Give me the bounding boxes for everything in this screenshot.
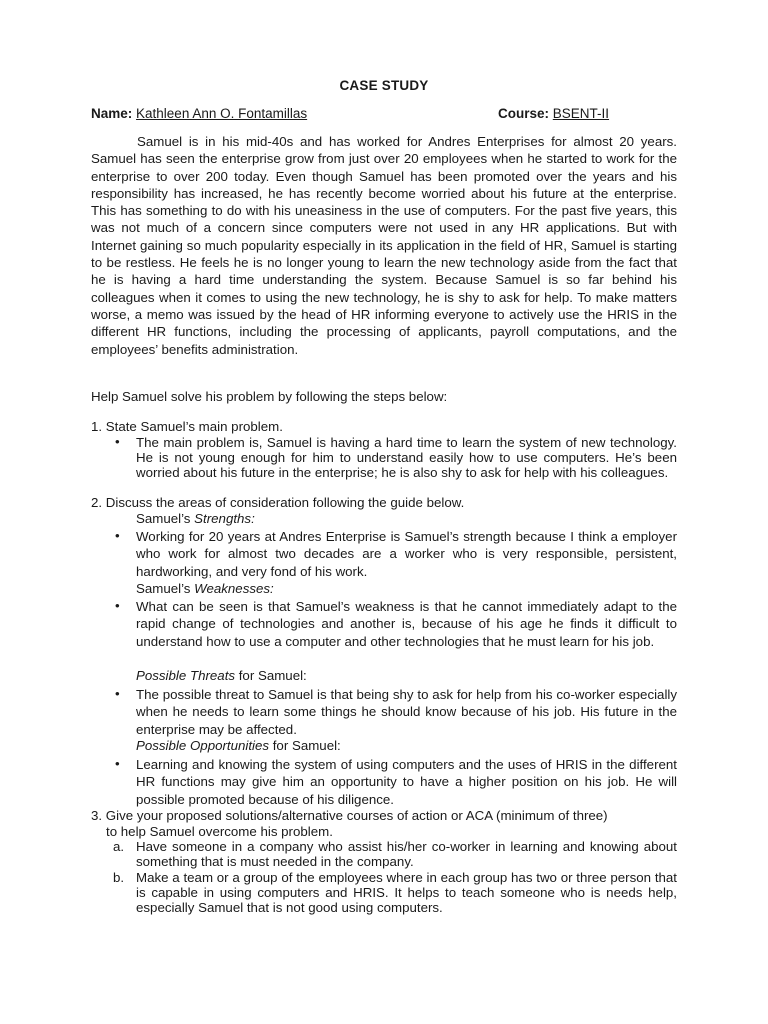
step-3-heading-line2: to help Samuel overcome his problem.	[106, 824, 333, 839]
strengths-text: Working for 20 years at Andres Enterprise is Samuel’s strength because I think a employer who work for almost two decades are a worker who is very responsible, persistent, hardworking, and very fond of his work.	[136, 529, 677, 579]
step-3-heading-line1: 3. Give your proposed solutions/alternative courses of action or ACA (minimum of three)	[91, 808, 608, 823]
course-value: BSENT-II	[552, 106, 610, 121]
name-value: Kathleen Ann O. Fontamillas	[136, 106, 308, 121]
strengths-heading: Strengths:	[194, 511, 255, 526]
threats-label	[136, 668, 307, 683]
step-1-answer: The main problem is, Samuel is having a hard time to learn the system of new technology. He is not young enough for him to understand easily how to use computers. He’s been worried about his future in the enterprise; he is also shy to ask for help with his colleagues.	[136, 435, 677, 481]
bullet-icon: •	[115, 434, 120, 449]
weaknesses-prefix: Samuel’s	[136, 581, 195, 596]
item-a-marker: a.	[113, 839, 125, 854]
opportunities-text: Learning and knowing the system of using computers and the uses of HRIS in the different HR functions may give him an opportunity to have a higher position on his job. He will possible promoted because of his diligence.	[136, 757, 677, 807]
name-label: Name:	[91, 106, 133, 121]
opportunities-heading: Possible Opportunities	[136, 738, 270, 753]
item-b-marker: b.	[113, 870, 125, 885]
step-1-heading: 1. State Samuel’s main problem.	[91, 419, 283, 434]
strengths-label	[136, 511, 255, 526]
threats-suffix: for Samuel:	[235, 668, 307, 683]
intro-paragraph: Samuel is in his mid-40s and has worked for Andres Enterprises for almost 20 years. Samuel has seen the enterprise grow from just over 20 employees when he started to work for the enterprise to over 200 today. Even though Samuel has been promoted over the years and his responsibility has increased, he has recently become worried about his future at the enterprise. This has something to do with his uneasiness in the use of computers. For the past five years, this was not much of a concern since computers were not used in any HR applications. But with Internet gaining so much popularity especially in its application in the field of HR, Samuel is starting to be restless. He feels he is no longer young to learn the new technology aside from the fact that he is having a hard time understanding the system. Because Samuel is so far behind his colleagues when it comes to using the new technology, he is shy to ask for help. To make matters worse, a memo was issued by the head of HR informing everyone to actively use the HRIS in the different HR functions, including the processing of applicants, payroll computations, and the employees’ benefits administration.	[91, 134, 677, 357]
course-field	[498, 106, 609, 121]
item-a-text: Have someone in a company who assist his/her co-worker in learning and knowing about something that is must needed in the company.	[136, 839, 677, 870]
weaknesses-heading: Weaknesses:	[194, 581, 274, 596]
bullet-icon: •	[115, 686, 120, 701]
opportunities-label	[136, 738, 341, 753]
bullet-icon: •	[115, 598, 120, 613]
item-b-text: Make a team or a group of the employees where in each group has two or three person that is capable in using computers and HRIS. It helps to teach someone who is needs help, especially Samuel that is not good using computers.	[136, 870, 677, 916]
bullet-icon: •	[115, 756, 120, 771]
bullet-icon: •	[115, 528, 120, 543]
step-2-heading: 2. Discuss the areas of consideration following the guide below.	[91, 495, 465, 510]
course-label: Course:	[498, 106, 550, 121]
weaknesses-label	[136, 581, 274, 596]
weaknesses-text: What can be seen is that Samuel’s weakness is that he cannot immediately adapt to the rapid change of technologies and another is, because of his age he finds it difficult to understand how to use a computer and other technologies that he must learn for his job.	[136, 599, 677, 649]
help-instruction: Help Samuel solve his problem by following the steps below:	[91, 389, 448, 404]
page-title: CASE STUDY	[339, 78, 429, 93]
threats-heading: Possible Threats	[136, 668, 236, 683]
name-field	[91, 106, 307, 121]
strengths-prefix: Samuel’s	[136, 511, 195, 526]
threats-text: The possible threat to Samuel is that being shy to ask for help from his co-worker especially when he needs to learn some things he should know because of his job. His future in the enterprise may be affected.	[136, 687, 677, 737]
opportunities-suffix: for Samuel:	[269, 738, 341, 753]
